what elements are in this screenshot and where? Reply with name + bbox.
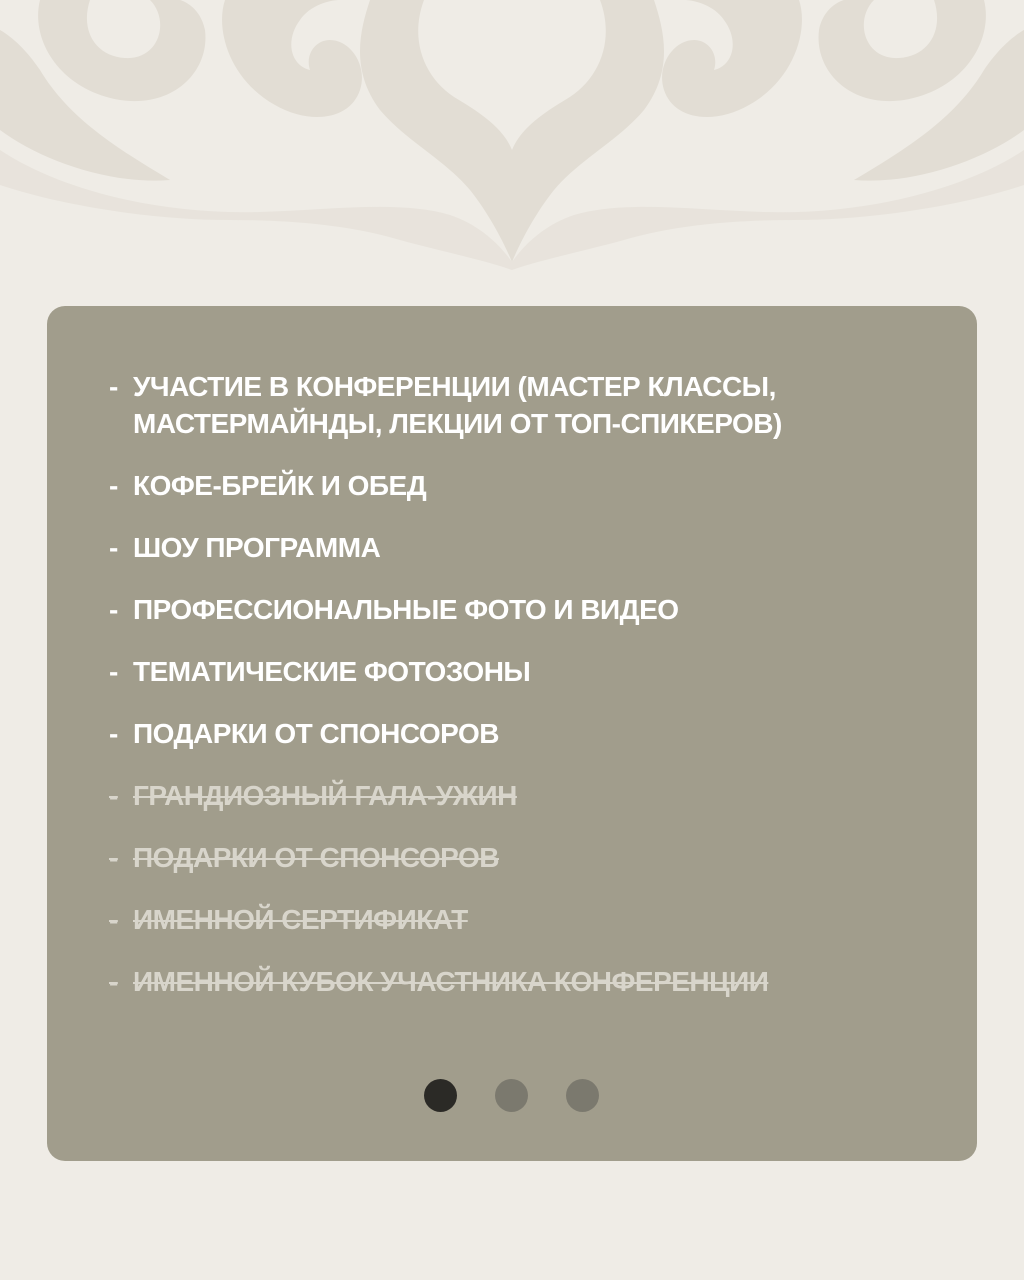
bullet-dash: - [109, 470, 118, 501]
decorative-ornament [0, 0, 1024, 280]
list-item [109, 715, 929, 752]
list-item-text: УЧАСТИЕ В КОНФЕРЕНЦИИ (МАСТЕР КЛАССЫ, МАСТЕРМАЙНДЫ, ЛЕКЦИИ ОТ ТОП-СПИКЕРОВ) [133, 371, 782, 439]
bullet-dash: - [109, 780, 118, 811]
list-item-struck [109, 963, 929, 1000]
list-item-text: ИМЕННОЙ КУБОК УЧАСТНИКА КОНФЕРЕНЦИИ [133, 966, 769, 997]
list-item-struck [109, 839, 929, 876]
list-item-text: ПОДАРКИ ОТ СПОНСОРОВ [133, 842, 499, 873]
list-item-text: ТЕМАТИЧЕСКИЕ ФОТОЗОНЫ [133, 656, 531, 687]
pagination-dots [424, 1079, 599, 1112]
bullet-dash: - [109, 371, 118, 402]
list-item-struck [109, 777, 929, 814]
list-item [109, 653, 929, 690]
list-item-text: КОФЕ-БРЕЙК И ОБЕД [133, 470, 427, 501]
list-item-text: ИМЕННОЙ СЕРТИФИКАТ [133, 904, 468, 935]
bullet-dash: - [109, 842, 118, 873]
pagination-dot-active[interactable] [424, 1079, 457, 1112]
list-item [109, 529, 929, 566]
list-item [109, 368, 929, 442]
bullet-dash: - [109, 594, 118, 625]
benefits-list [109, 368, 929, 1025]
bullet-dash: - [109, 966, 118, 997]
pagination-dot[interactable] [495, 1079, 528, 1112]
list-item [109, 467, 929, 504]
list-item-text: ПРОФЕССИОНАЛЬНЫЕ ФОТО И ВИДЕО [133, 594, 679, 625]
content-card [47, 306, 977, 1161]
list-item-text: ГРАНДИОЗНЫЙ ГАЛА-УЖИН [133, 780, 517, 811]
bullet-dash: - [109, 532, 118, 563]
bullet-dash: - [109, 718, 118, 749]
list-item-struck [109, 901, 929, 938]
list-item-text: ПОДАРКИ ОТ СПОНСОРОВ [133, 718, 499, 749]
bullet-dash: - [109, 656, 118, 687]
pagination-dot[interactable] [566, 1079, 599, 1112]
list-item-text: ШОУ ПРОГРАММА [133, 532, 381, 563]
list-item [109, 591, 929, 628]
bullet-dash: - [109, 904, 118, 935]
